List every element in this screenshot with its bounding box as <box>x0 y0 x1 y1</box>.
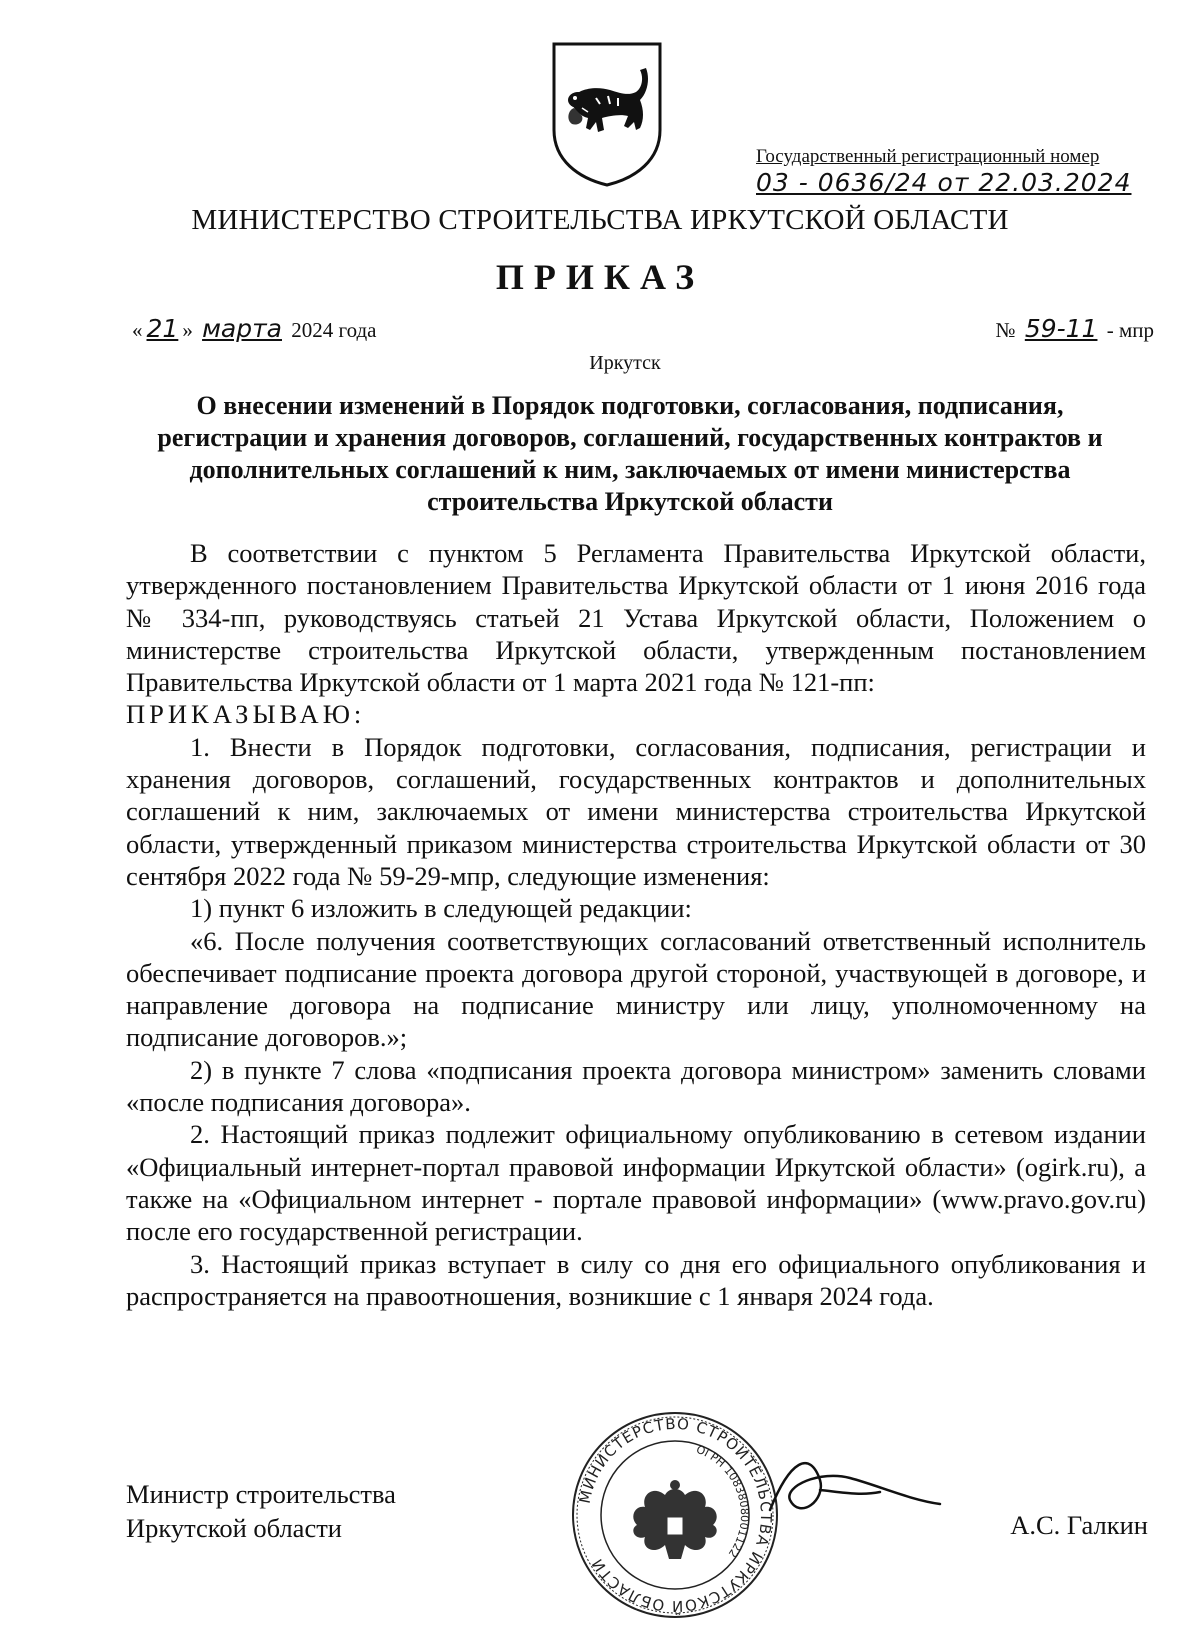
registration-label: Государственный регистрационный номер <box>756 146 1100 167</box>
item-3: 3. Настоящий приказ вступает в силу со дня его официального опубликования и распространяется на правоотношения, возникшие с 1 января 2024 года. <box>126 1248 1146 1311</box>
date-open-quote: « <box>132 318 143 342</box>
registration-number: 03 - 0636/24 от 22.03.2024 <box>756 168 1132 197</box>
date-close-quote: » <box>182 318 193 342</box>
order-body <box>126 537 1146 1312</box>
sub-item-2: 2) в пункте 7 слова «подписания проекта договора министром» заменить словами «после подписания договора». <box>126 1054 1146 1118</box>
svg-text:МИНИСТЕРСТВО СТРОИТЕЛЬСТВА ИРК: МИНИСТЕРСТВО СТРОИТЕЛЬСТВА ИРКУТСКОЙ ОБЛАСТИ <box>575 1414 776 1616</box>
date-month: марта <box>202 314 282 343</box>
order-word: ПРИКАЗЫВАЮ: <box>126 699 366 730</box>
item-1: 1. Внести в Порядок подготовки, согласования, подписания, регистрации и хранения договоров, соглашений, государственных контрактов и дополнительных соглашений к ним, заключаемых от имени министерства строительства Иркутской области, утвержденный приказом министерства строительства Иркутской области от 30 сентября 2022 года № 59-29-мпр, следующие изменения: <box>126 731 1146 891</box>
number-prefix: № <box>995 318 1016 342</box>
item-2: 2. Настоящий приказ подлежит официальному опубликованию в сетевом издании «Официальный интернет-портал правовой информации Иркутской области» (ogirk.ru), а также на «Официальном интернет - портале правовой информации» (www.pravo.gov.ru) после его государственной регистрации. <box>126 1119 1146 1247</box>
date-year: 2024 года <box>291 318 377 342</box>
order-subject: О внесении изменений в Порядок подготовки, согласования, подписания, регистрации и хранения договоров, соглашений, государственных контрактов и дополнительных соглашений к ним, заключаемых от имени министерства строительства Иркутской области <box>157 391 1103 516</box>
number-suffix: - мпр <box>1106 318 1154 342</box>
coat-of-arms-icon <box>548 38 666 188</box>
handwritten-signature <box>760 1440 950 1540</box>
ministry-name: МИНИСТЕРСТВО СТРОИТЕЛЬСТВА ИРКУТСКОЙ ОБЛАСТИ <box>191 204 1009 236</box>
quoted-item-6: «6. После получения соответствующих согласований ответственный исполнитель обеспечивает подписание проекта договора другой стороной, участвующей в договоре, и направление договора на подписание министру или лицу, уполномоченному на подписание договоров.»; <box>126 925 1146 1053</box>
official-stamp <box>570 1410 780 1620</box>
date-day: 21 <box>146 314 179 343</box>
number-value: 59-11 <box>1024 314 1098 343</box>
position-line-2: Иркутской области <box>126 1513 342 1543</box>
order-number <box>996 314 1154 343</box>
sub-item-1: 1) пункт 6 изложить в следующей редакции: <box>190 893 692 924</box>
position-line-1: Министр строительства <box>126 1479 396 1509</box>
registration-block <box>756 146 1150 197</box>
preamble: В соответствии с пунктом 5 Регламента Правительства Иркутской области, утвержденного постановлением Правительства Иркутской области от 1 июня 2016 года № 334-пп, руководствуясь статьей 21 Устава Иркутской области, Положением о министерстве строительства Иркутской области, утвержденным постановлением Правительства Иркутской области от 1 марта 2021 года № 121-пп: <box>126 538 1146 698</box>
signatory-position <box>126 1477 396 1545</box>
signatory-name: А.С. Галкин <box>1010 1510 1148 1540</box>
date-line <box>132 314 377 343</box>
city: Иркутск <box>589 352 661 374</box>
svg-text:ОГРН 1083808001122: ОГРН 1083808001122 <box>694 1442 752 1560</box>
document-type: ПРИКАЗ <box>495 257 705 297</box>
